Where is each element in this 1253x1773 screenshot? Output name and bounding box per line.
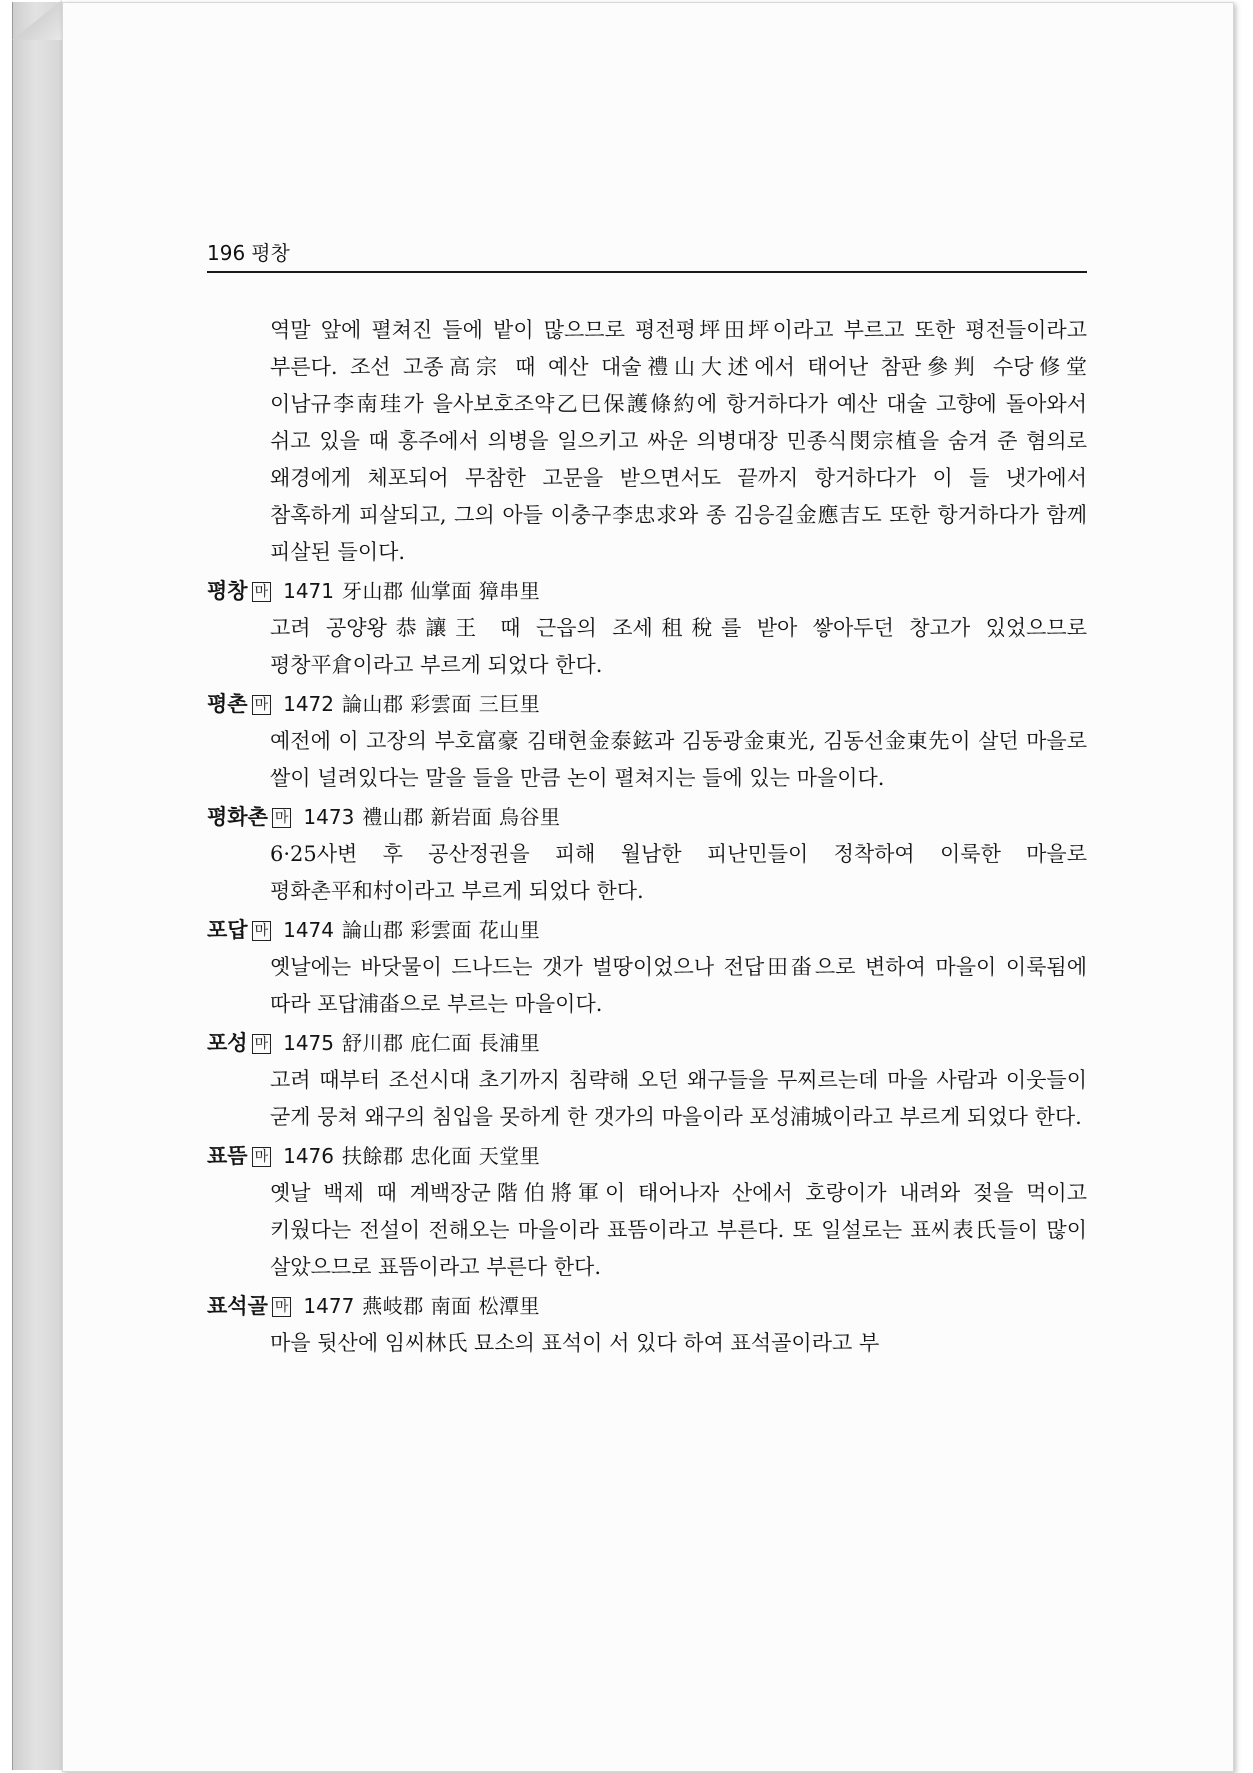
entry-address: 禮山郡 新岩面 烏谷里 [362,805,561,829]
entry-number: 1475 [283,1031,335,1055]
book-spine [12,2,64,1770]
page-content [207,312,1087,1362]
entry-heading [207,686,1087,723]
section-title: 평창 [251,241,290,265]
entry-text: 옛날에는 바닷물이 드나드는 갯가 벌땅이었으나 전답田畓으로 변하여 마을이 이룩됨에 따라 포답浦畓으로 부르는 마을이다. [270,955,1087,1016]
entry-text: 마을 뒷산에 임씨林氏 묘소의 표석이 서 있다 하여 표석골이라고 부 [270,1331,880,1355]
entry [207,573,1087,684]
running-head [207,233,1087,273]
village-mark: 마 [252,695,272,715]
entry-name: 포답 [207,918,248,942]
entry-address: 論山郡 彩雲面 三巨里 [342,692,541,716]
entry-address: 扶餘郡 忠化面 天堂里 [342,1144,541,1168]
entry-number: 1472 [283,692,335,716]
entry-number: 1474 [283,918,335,942]
entry-name: 표석골 [207,1294,268,1318]
entry-name: 평창 [207,579,248,603]
entry-number: 1471 [283,579,335,603]
entry-number: 1473 [303,805,355,829]
entry-number: 1476 [283,1144,335,1168]
intro-paragraph: 역말 앞에 펼쳐진 들에 밭이 많으므로 평전평坪田坪이라고 부르고 또한 평전들이라고 부른다. 조선 고종高宗 때 예산 대술禮山大述에서 태어난 참판參判 수당修堂 이남규李南珪가 을사보호조약乙巳保護條約에 항거하다가 예산 대술 고향에 돌아와서 쉬고 있을 때 홍주에서 의병을 일으키고 싸운 의병대장 민종식閔宗植을 숨겨 준 혐의로 왜경에게 체포되어 무참한 고문을 받으면서도 끝까지 항거하다가 이 들 냇가에서 참혹하게 피살되고, 그의 아들 이충구李忠求와 종 김응길金應吉도 또한 항거하다가 함께 피살된 들이다. [270,318,1087,564]
entry [207,1138,1087,1286]
entry-text: 6·25사변 후 공산정권을 피해 월남한 피난민들이 정착하여 이룩한 마을로 평화촌平和村이라고 부르게 되었다 한다. [270,842,1087,903]
entry-heading [207,1025,1087,1062]
entry-text: 예전에 이 고장의 부호富豪 김태현金泰鉉과 김동광金東光, 김동선金東先이 살던 마을로 쌀이 널려있다는 말을 들을 만큼 논이 펼쳐지는 들에 있는 마을이다. [270,729,1087,790]
entry-address: 牙山郡 仙掌面 獐串里 [342,579,541,603]
header-rule [207,271,1087,273]
entry-name: 표뜸 [207,1144,248,1168]
village-mark: 마 [272,808,292,828]
village-mark: 마 [252,1034,272,1054]
entry-address: 舒川郡 庇仁面 長浦里 [342,1031,541,1055]
entry-number: 1477 [303,1294,355,1318]
entry-name: 평촌 [207,692,248,716]
entry-text: 고려 때부터 조선시대 초기까지 침략해 오던 왜구들을 무찌르는데 마을 사람과 이웃들이 굳게 뭉쳐 왜구의 침입을 못하게 한 갯가의 마을이라 포성浦城이라고 부르게 되었다 한다. [270,1068,1087,1129]
village-mark: 마 [272,1297,292,1317]
entry-heading [207,799,1087,836]
village-mark: 마 [252,921,272,941]
entry [207,686,1087,797]
entry [207,799,1087,910]
entry-address: 燕岐郡 南面 松潭里 [362,1294,541,1318]
village-mark: 마 [252,582,272,602]
entry-name: 포성 [207,1031,248,1055]
entry [207,1025,1087,1136]
entry-text: 옛날 백제 때 계백장군階伯將軍이 태어나자 산에서 호랑이가 내려와 젖을 먹이고 키웠다는 전설이 전해오는 마을이라 표뜸이라고 부른다. 또 일설로는 표씨表氏들이 많이 살았으므로 표뜸이라고 부른다 한다. [270,1181,1087,1279]
entry-heading [207,1138,1087,1175]
entry-address: 論山郡 彩雲面 花山里 [342,918,541,942]
entry-heading [207,912,1087,949]
entry-text: 고려 공양왕恭讓王 때 근읍의 조세租稅를 받아 쌓아두던 창고가 있었으므로 평창平倉이라고 부르게 되었다 한다. [270,616,1087,677]
entry-heading [207,1288,1087,1325]
village-mark: 마 [252,1147,272,1167]
entry-heading [207,573,1087,610]
entry [207,912,1087,1023]
entry-name: 평화촌 [207,805,268,829]
page-number: 196 [207,241,246,265]
entry [207,1288,1087,1362]
